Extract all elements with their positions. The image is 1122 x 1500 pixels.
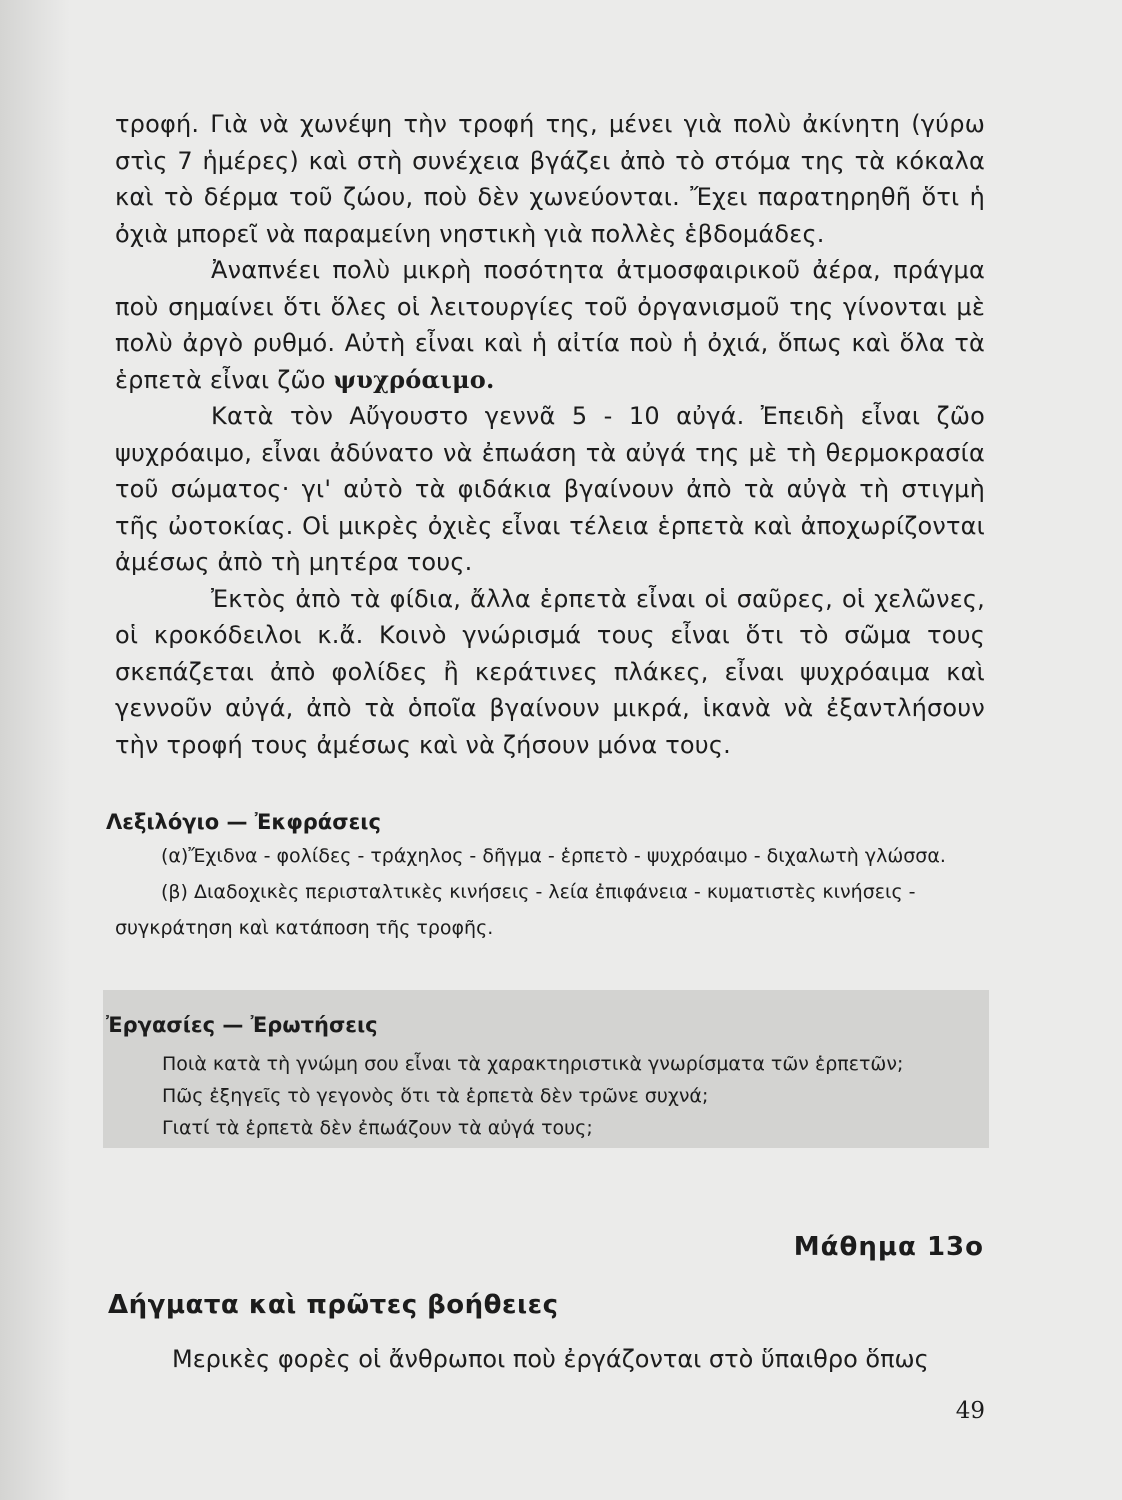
page-number: 49: [955, 1398, 985, 1424]
exercise-questions: [162, 1048, 982, 1144]
vocabulary-item-a: (α)Ἔχιδνα - φολίδες - τράχηλος - δῆγμα - ἑρπετὸ - ψυχρόαιμο - διχαλωτὴ γλώσσα.: [161, 845, 946, 867]
question-item: Γιατί τὰ ἑρπετὰ δὲν ἐπωάζουν τὰ αὐγά τους;: [162, 1117, 593, 1139]
question-item: Ποιὰ κατὰ τὴ γνώμη σου εἶναι τὰ χαρακτηριστικὰ γνωρίσματα τῶν ἑρπετῶν;: [162, 1053, 904, 1075]
lesson-intro: Μερικὲς φορὲς οἱ ἄνθρωποι ποὺ ἐργάζονται στὸ ὕπαιθρο ὅπως: [172, 1345, 929, 1373]
paragraph-4: Ἐκτὸς ἀπὸ τὰ φίδια, ἄλλα ἑρπετὰ εἶναι οἱ σαῦρες, οἱ χελῶνες, οἱ κροκόδειλοι κ.ἄ. Κοινὸ γνώρισμά τους εἶναι ὅτι τὸ σῶμα τους σκεπάζεται ἀπὸ φολίδες ἢ κεράτινες πλάκες, εἶναι ψυχρόαιμα καὶ γεννοῦν αὐγά, ἀπὸ τὰ ὁποῖα βγαίνουν μικρά, ἱκανὰ νὰ ἐξαντλήσουν τὴν τροφή τους ἀμέσως καὶ νὰ ζήσουν μόνα τους.: [115, 584, 985, 759]
bold-term: ψυχρόαιμο.: [333, 364, 495, 394]
vocabulary-list: [115, 838, 985, 946]
lesson-title: Δήγματα καὶ πρῶτες βοήθειες: [108, 1290, 559, 1320]
vocabulary-heading: Λεξιλόγιο — Ἐκφράσεις: [106, 810, 381, 834]
main-text: [115, 106, 985, 763]
exercises-heading: Ἐργασίες — Ἐρωτήσεις: [106, 1013, 378, 1037]
paragraph-3: Κατὰ τὸν Αὔγουστο γεννᾶ 5 - 10 αὐγά. Ἐπειδὴ εἶναι ζῶο ψυχρόαιμο, εἶναι ἀδύνατο νὰ ἐπωάση τὰ αὐγά της μὲ τὴ θερμοκρασία τοῦ σώματος· γι' αὐτὸ τὰ φιδάκια βγαίνουν ἀπὸ τὰ αὐγὰ τὴ στιγμὴ τῆς ὠοτοκίας. Οἱ μικρὲς ὀχιὲς εἶναι τέλεια ἑρπετὰ καὶ ἀποχωρίζονται ἀμέσως ἀπὸ τὴ μητέρα τους.: [115, 402, 985, 576]
question-item: Πῶς ἐξηγεῖς τὸ γεγονὸς ὅτι τὰ ἑρπετὰ δὲν τρῶνε συχνά;: [162, 1085, 709, 1107]
paragraph-2-text: Ἀναπνέει πολὺ μικρὴ ποσότητα ἀτμοσφαιρικοῦ ἀέρα, πράγμα ποὺ σημαίνει ὅτι ὅλες οἱ λειτουργίες τοῦ ὀργανισμοῦ της γίνονται μὲ πολὺ ἀργὸ ρυθμό. Αὐτὴ εἶναι καὶ ἡ αἰτία ποὺ ἡ ὀχιά, ὅπως καὶ ὅλα τὰ ἑρπετὰ εἶναι ζῶο: [115, 256, 985, 394]
lesson-number: Μάθημα 13ο: [793, 1232, 984, 1262]
page-shadow: [0, 0, 70, 1500]
paragraph-1: τροφή. Γιὰ νὰ χωνέψη τὴν τροφή της, μένει γιὰ πολὺ ἀκίνητη (γύρω στὶς 7 ἡμέρες) καὶ στὴ συνέχεια βγάζει ἀπὸ τὸ στόμα της τὰ κόκαλα καὶ τὸ δέρμα τοῦ ζώου, ποὺ δὲν χωνεύονται. Ἔχει παρατηρηθῆ ὅτι ἡ ὀχιὰ μπορεῖ νὰ παραμείνη νηστικὴ γιὰ πολλὲς ἑβδομάδες.: [115, 110, 985, 248]
vocabulary-item-b: (β) Διαδοχικὲς περισταλτικὲς κινήσεις - λεία ἐπιφάνεια - κυματιστὲς κινήσεις - συγκράτηση καὶ κατάποση τῆς τροφῆς.: [115, 881, 916, 939]
paragraph-2: [115, 252, 985, 398]
